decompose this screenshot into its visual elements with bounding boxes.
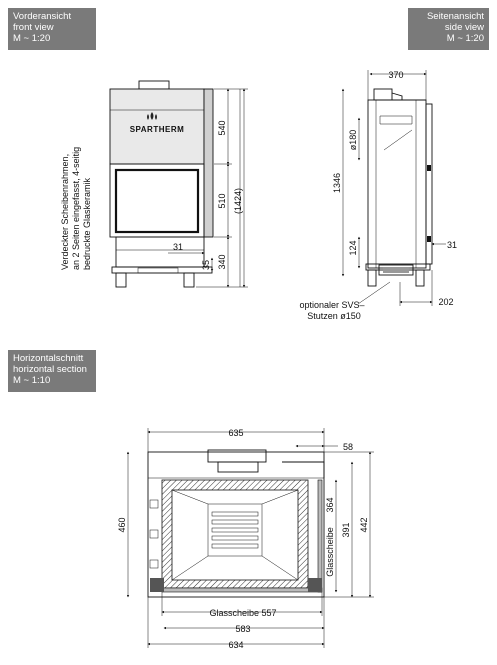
section-glass-right (318, 480, 322, 592)
horizontal-section (117, 428, 374, 650)
side-view-subtitle: side view (444, 22, 484, 33)
dim-35: 35 (201, 259, 211, 271)
front-note-line-2: an 2 Seiten eingefasst, 4-seitig (71, 146, 81, 270)
dim-460: 460 (117, 517, 127, 533)
dim-510: 510 (217, 193, 227, 209)
dim-364: 364 (325, 497, 335, 513)
side-foot-left (368, 270, 376, 286)
dim-540: 540 (217, 120, 227, 136)
brand-logo-text: SPARTHERM (129, 125, 185, 134)
side-view-title: Seitenansicht (426, 11, 484, 22)
dim-370: 370 (388, 70, 404, 80)
side-view (299, 70, 457, 321)
front-flue-stub (139, 81, 169, 89)
dim-634: 634 (228, 640, 244, 650)
dim-31-front: 31 (172, 242, 184, 252)
dim-391: 391 (341, 522, 351, 538)
glass-right-label: Glasscheibe (325, 527, 335, 577)
front-view (60, 81, 248, 287)
dim-202: 202 (438, 297, 454, 307)
front-view-subtitle: front view (13, 22, 54, 33)
front-glass-pane (116, 170, 198, 232)
dim-124: 124 (348, 240, 358, 256)
dim-31-side: 31 (446, 240, 458, 250)
horizontal-section-subtitle: horizontal section (13, 364, 87, 375)
dim-1424: (1424) (233, 187, 243, 215)
side-foot-right (416, 270, 424, 286)
front-foot-right (184, 273, 194, 287)
side-body (368, 100, 426, 268)
front-view-title: Vorderansicht (13, 11, 72, 22)
front-view-scale: M ~ 1:20 (13, 33, 51, 44)
side-note-line-2: Stutzen ø150 (307, 311, 361, 321)
dim-1346: 1346 (332, 172, 342, 194)
front-note-line-1: Verdeckter Scheibenrahmen, (60, 153, 70, 270)
section-glass-front (162, 588, 322, 592)
dim-442: 442 (359, 517, 369, 533)
horizontal-section-scale: M ~ 1:10 (13, 375, 51, 386)
front-door-frame (110, 164, 204, 237)
dim-glass-557: Glasscheibe 557 (209, 608, 277, 618)
dim-58: 58 (342, 442, 354, 452)
horizontal-section-title: Horizontalschnitt (13, 353, 84, 364)
side-view-scale: M ~ 1:20 (446, 33, 484, 44)
front-note-line-3: bedruckte Glaskeramik (82, 177, 92, 270)
side-flue-top (374, 89, 392, 100)
dim-180: ø180 (348, 129, 358, 151)
front-side-panel (204, 89, 213, 237)
front-foot-left (116, 273, 126, 287)
front-lower-section (116, 237, 204, 267)
side-note-line-1: optionaler SVS– (299, 300, 365, 310)
dim-635: 635 (228, 428, 244, 438)
dim-340: 340 (217, 254, 227, 270)
dim-583: 583 (235, 624, 251, 634)
